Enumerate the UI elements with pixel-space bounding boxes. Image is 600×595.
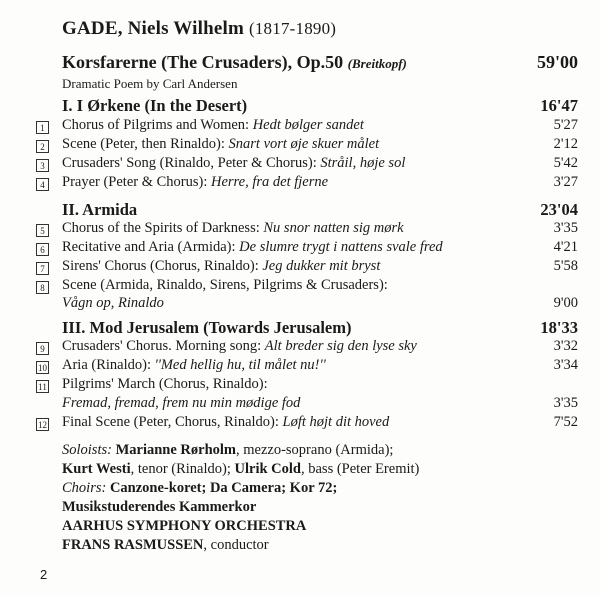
work-title-line (62, 52, 407, 73)
track-incipit: Herre, fra det fjerne (211, 174, 329, 190)
work-publisher: (Breitkopf) (347, 56, 407, 71)
track-time: 7'52 (553, 414, 578, 430)
track-time: 2'12 (553, 136, 578, 152)
soloist-role: , tenor (Rinaldo); (130, 461, 235, 477)
track-incipit: Alt breder sig den lyse sky (264, 338, 417, 354)
track-text (62, 357, 326, 374)
track-incipit: Hedt bølger sandet (252, 117, 364, 133)
track-time: 3'27 (553, 174, 578, 190)
track-number: 4 (36, 178, 49, 191)
track-time: 4'21 (553, 239, 578, 255)
composer-heading (62, 18, 336, 40)
track-incipit: De slumre trygt i nattens svale fred (239, 239, 443, 255)
track-time: 3'34 (553, 357, 578, 373)
track-number: 2 (36, 140, 49, 153)
choir-line-2 (62, 499, 256, 516)
section-title: III. Mod Jerusalem (Towards Jerusalem) (62, 318, 352, 337)
track-desc: Aria (Rinaldo): (62, 357, 155, 373)
track-text (62, 258, 380, 275)
choirs-line (62, 480, 337, 497)
track-desc: Sirens' Chorus (Chorus, Rinaldo): (62, 258, 263, 274)
soloist-name: Marianne Rørholm (115, 442, 236, 458)
page-number: 2 (40, 567, 48, 582)
conductor-line (62, 537, 269, 554)
track-text (62, 220, 404, 237)
track-number: 12 (38, 420, 47, 430)
track-text (62, 174, 328, 191)
track-desc: Scene (Armida, Rinaldo, Sirens, Pilgrims & Crusaders): (62, 277, 388, 293)
track-desc: Final Scene (Peter, Chorus, Rinaldo): (62, 414, 283, 430)
track-desc: Chorus of Pilgrims and Women: (62, 117, 253, 133)
track-time: 3'35 (553, 220, 578, 236)
track-incipit: ''Med hellig hu, til målet nu!'' (154, 357, 326, 373)
track-text (62, 295, 164, 312)
track-time: 5'58 (553, 258, 578, 274)
track-text (62, 155, 405, 172)
track-incipit: Løft højt dit hoved (282, 414, 390, 430)
track-time: 5'42 (553, 155, 578, 171)
track-number: 6 (36, 243, 49, 256)
soloist-name: Ulrik Cold (234, 461, 301, 477)
section-title: I. I Ørkene (In the Desert) (62, 96, 248, 115)
soloist-role: , mezzo-soprano (Armida); (236, 442, 394, 458)
track-incipit: Nu snor natten sig mørk (263, 220, 404, 236)
section-time: 16'47 (540, 96, 578, 115)
work-title: Korsfarerne (The Crusaders), Op.50 (62, 52, 344, 72)
composer-name: GADE, Niels Wilhelm (62, 18, 245, 39)
track-time: 3'35 (553, 395, 578, 411)
track-incipit: Snart vort øje skuer målet (228, 136, 380, 152)
soloist-role: , bass (Peter Eremit) (300, 461, 420, 477)
conductor-name: FRANS RASMUSSEN (62, 537, 204, 553)
section-time: 23'04 (540, 200, 578, 219)
soloists-line-1 (62, 442, 393, 459)
track-number: 7 (36, 262, 49, 275)
track-text (62, 239, 443, 256)
track-text (62, 395, 300, 412)
track-desc: Scene (Peter, then Rinaldo): (62, 136, 229, 152)
orchestra-line (62, 518, 306, 535)
track-time: 5'27 (553, 117, 578, 133)
track-number: 9 (36, 342, 49, 355)
track-number: 8 (36, 281, 49, 294)
track-text (62, 338, 417, 355)
soloists-line-2 (62, 461, 419, 478)
orchestra-name: AARHUS SYMPHONY ORCHESTRA (62, 518, 307, 534)
work-subtitle: Dramatic Poem by Carl Andersen (62, 76, 238, 91)
track-desc: Recitative and Aria (Armida): (62, 239, 240, 255)
track-text (62, 136, 379, 153)
composer-years: (1817-1890) (248, 19, 337, 38)
track-desc: Chorus of the Spirits of Darkness: (62, 220, 264, 236)
track-time: 9'00 (553, 295, 578, 311)
section-title: II. Armida (62, 200, 138, 219)
track-desc: Crusaders' Chorus. Morning song: (62, 338, 265, 354)
track-desc: Prayer (Peter & Chorus): (62, 174, 211, 190)
track-number: 3 (36, 159, 49, 172)
soloist-name: Kurt Westi (62, 461, 131, 477)
choirs-label: Choirs: (62, 480, 107, 496)
track-desc: Pilgrims' March (Chorus, Rinaldo): (62, 376, 268, 392)
track-desc: Crusaders' Song (Rinaldo, Peter & Chorus): (62, 155, 321, 171)
track-time: 3'32 (553, 338, 578, 354)
section-time: 18'33 (540, 318, 578, 337)
soloists-label: Soloists: (62, 442, 112, 458)
track-number: 1 (36, 121, 49, 134)
work-total-time: 59'00 (536, 52, 578, 72)
conductor-role: , conductor (203, 537, 269, 553)
choirs-names: Canzone-koret; Da Camera; Kor 72; (109, 480, 338, 496)
track-number: 5 (36, 224, 49, 237)
track-number: 11 (36, 380, 49, 393)
track-text (62, 414, 389, 431)
track-incipit: Jeg dukker mit bryst (262, 258, 381, 274)
track-incipit: Stråil, høje sol (320, 155, 406, 171)
track-text (62, 117, 364, 134)
track-number: 10 (38, 363, 47, 373)
track-incipit: Vågn op, Rinaldo (62, 295, 164, 311)
choir-name: Musikstuderendes Kammerkor (62, 499, 257, 515)
track-incipit: Fremad, fremad, frem nu min mødige fod (62, 395, 301, 411)
